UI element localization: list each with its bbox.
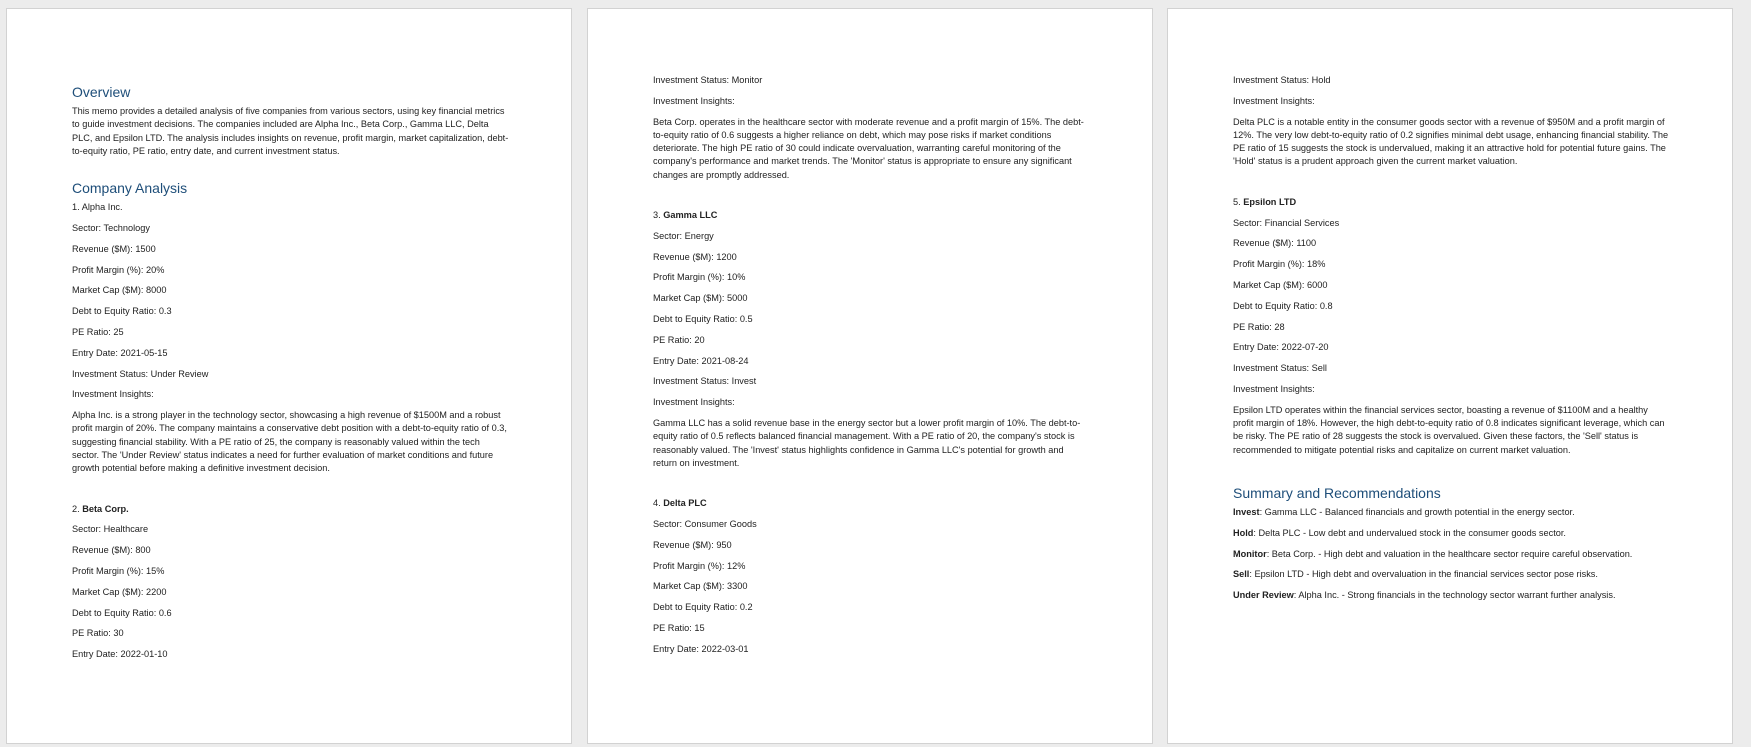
company-status: Investment Status: Hold: [1233, 75, 1331, 85]
company-title-epsilon: [1233, 196, 1670, 209]
company-pe-ratio: PE Ratio: 30: [72, 628, 124, 639]
company-sector: Sector: Healthcare: [72, 524, 149, 535]
recommendation-label: Hold: [1233, 527, 1254, 538]
company-name: Delta PLC: [663, 498, 707, 509]
company-revenue: Revenue ($M): 1200: [653, 251, 737, 262]
company-revenue: Revenue ($M): 1500: [72, 243, 156, 254]
recommendation-label: Invest: [1233, 506, 1260, 517]
company-insights-label: Investment Insights:: [1233, 95, 1315, 106]
document-page-3: [1167, 8, 1733, 744]
company-profit-margin: Profit Margin (%): 20%: [72, 264, 165, 275]
company-status: Investment Status: Invest: [653, 376, 757, 387]
company-number: 1.: [72, 202, 80, 213]
page-1-content: [72, 83, 509, 669]
company-status: Investment Status: Sell: [1233, 363, 1327, 374]
company-insights-label: Investment Insights:: [653, 95, 735, 106]
company-insights-label: Investment Insights:: [1233, 383, 1315, 394]
recommendation-text: : Alpha Inc. - Strong financials in the technology sector warrant further analysis.: [1293, 590, 1616, 601]
recommendation-text: : Delta PLC - Low debt and undervalued stock in the consumer goods sector.: [1253, 527, 1566, 538]
company-revenue: Revenue ($M): 950: [653, 539, 732, 550]
company-analysis-heading: Company Analysis: [72, 180, 188, 197]
company-market-cap: Market Cap ($M): 5000: [653, 293, 748, 304]
overview-text: This memo provides a detailed analysis of five companies from various sectors, using key financial metrics to guide investment decisions. The companies included are Alpha Inc., Beta Corp., Gamma LLC, Delta PLC, and Epsilon LTD. The analysis includes insights on revenue, profit margin, market capitalization, debt-to-equity ratio, PE ratio, entry date, and current investment status.: [72, 106, 509, 156]
company-number: 4.: [653, 498, 661, 509]
company-entry-date: Entry Date: 2022-03-01: [653, 643, 749, 654]
company-name: Gamma LLC: [663, 210, 718, 221]
company-pe-ratio: PE Ratio: 20: [653, 334, 705, 345]
recommendation-text: : Epsilon LTD - High debt and overvaluation in the financial services sector pose risks.: [1249, 569, 1598, 580]
company-number: 5.: [1233, 196, 1241, 207]
recommendation-label: Monitor: [1233, 548, 1267, 559]
company-status: Investment Status: Monitor: [653, 75, 763, 85]
recommendation-sell: [1233, 568, 1670, 581]
company-pe-ratio: PE Ratio: 28: [1233, 321, 1285, 332]
company-insights-label: Investment Insights:: [72, 389, 154, 400]
recommendation-label: Under Review: [1233, 590, 1294, 601]
company-title-alpha: [72, 201, 509, 214]
company-insights: Gamma LLC has a solid revenue base in the energy sector but a lower profit margin of 10%. The debt-to-equity ratio of 0.5 reflects balanced financial management. With a PE ratio of 20, the company's stock is reasonably valued. The 'Invest' status highlights confidence in Gamma LLC's potential for growth and return on investment.: [653, 418, 1081, 468]
company-market-cap: Market Cap ($M): 8000: [72, 285, 167, 296]
company-entry-date: Entry Date: 2021-05-15: [72, 347, 168, 358]
recommendation-invest: [1233, 506, 1670, 519]
company-profit-margin: Profit Margin (%): 18%: [1233, 259, 1326, 270]
company-title-delta: [653, 497, 1090, 510]
company-name: Epsilon LTD: [1243, 196, 1297, 207]
company-number: 2.: [72, 503, 80, 514]
company-debt-to-equity: Debt to Equity Ratio: 0.6: [72, 607, 172, 618]
company-insights: Delta PLC is a notable entity in the consumer goods sector with a revenue of $950M and a profit margin of 12%. The very low debt-to-equity ratio of 0.2 signifies minimal debt usage, enhancing financial stability. The PE ratio of 15 suggests the stock is undervalued, making it an attractive hold for potential future gains. The 'Hold' status is a prudent approach given the current market valuation.: [1233, 116, 1669, 167]
summary-heading: Summary and Recommendations: [1233, 484, 1441, 501]
company-profit-margin: Profit Margin (%): 12%: [653, 560, 746, 571]
company-entry-date: Entry Date: 2021-08-24: [653, 355, 749, 366]
company-market-cap: Market Cap ($M): 2200: [72, 586, 167, 597]
company-profit-margin: Profit Margin (%): 15%: [72, 566, 165, 577]
company-entry-date: Entry Date: 2022-01-10: [72, 649, 168, 660]
company-sector: Sector: Consumer Goods: [653, 519, 757, 530]
overview-heading: Overview: [72, 84, 131, 100]
recommendation-text: : Gamma LLC - Balanced financials and growth potential in the energy sector.: [1259, 506, 1575, 517]
company-number: 3.: [653, 210, 661, 221]
recommendation-hold: [1233, 527, 1670, 540]
recommendation-label: Sell: [1233, 569, 1250, 580]
company-entry-date: Entry Date: 2022-07-20: [1233, 342, 1329, 353]
recommendation-monitor: [1233, 548, 1670, 561]
page-3-content: [1233, 74, 1670, 610]
company-insights-label: Investment Insights:: [653, 397, 735, 408]
company-sector: Sector: Financial Services: [1233, 217, 1340, 228]
company-debt-to-equity: Debt to Equity Ratio: 0.3: [72, 306, 172, 317]
company-revenue: Revenue ($M): 800: [72, 545, 151, 556]
company-title-gamma: [653, 209, 1090, 222]
company-revenue: Revenue ($M): 1100: [1233, 238, 1317, 249]
recommendation-text: : Beta Corp. - High debt and valuation in the healthcare sector require careful observation.: [1266, 548, 1633, 559]
company-name: Beta Corp.: [82, 503, 129, 514]
company-status: Investment Status: Under Review: [72, 368, 209, 379]
company-market-cap: Market Cap ($M): 6000: [1233, 279, 1328, 290]
document-page-2: [587, 8, 1153, 744]
document-page-1: [6, 8, 572, 744]
company-name: Alpha Inc.: [81, 202, 123, 213]
company-pe-ratio: PE Ratio: 25: [72, 326, 124, 337]
company-sector: Sector: Energy: [653, 230, 714, 241]
company-sector: Sector: Technology: [72, 222, 150, 233]
company-insights: Alpha Inc. is a strong player in the technology sector, showcasing a high revenue of $1500M and a robust profit margin of 20%. The company maintains a conservative debt position with a debt-to-equity ratio of 0.3, suggesting financial stability. With a PE ratio of 25, the company is reasonably valued within the tech sector. The 'Under Review' status indicates a need for further evaluation of market conditions and future growth potential before making a definitive investment decision.: [72, 410, 507, 474]
page-2-content: [653, 74, 1090, 664]
company-debt-to-equity: Debt to Equity Ratio: 0.8: [1233, 300, 1333, 311]
recommendation-under-review: [1233, 589, 1670, 602]
company-debt-to-equity: Debt to Equity Ratio: 0.5: [653, 314, 753, 325]
company-insights: Epsilon LTD operates within the financial services sector, boasting a revenue of $1100M and a healthy profit margin of 18%. However, the high debt-to-equity ratio of 0.8 indicates significant leverage, which can be risky. The PE ratio of 28 suggests the stock is overvalued. Given these factors, the 'Sell' status is recommended to mitigate potential risks and capitalize on current market valuation.: [1233, 404, 1665, 455]
company-pe-ratio: PE Ratio: 15: [653, 623, 705, 634]
company-title-beta: [72, 503, 509, 516]
company-profit-margin: Profit Margin (%): 10%: [653, 272, 746, 283]
company-market-cap: Market Cap ($M): 3300: [653, 581, 748, 592]
company-insights: Beta Corp. operates in the healthcare sector with moderate revenue and a profit margin of 15%. The debt-to-equity ratio of 0.6 suggests a higher reliance on debt, which may pose risks if market conditions deteriorate. The high PE ratio of 30 could indicate overvaluation, warranting careful monitoring of the company's performance and market trends. The 'Monitor' status is appropriate to ensure any significant changes are promptly addressed.: [653, 116, 1084, 180]
company-debt-to-equity: Debt to Equity Ratio: 0.2: [653, 602, 753, 613]
